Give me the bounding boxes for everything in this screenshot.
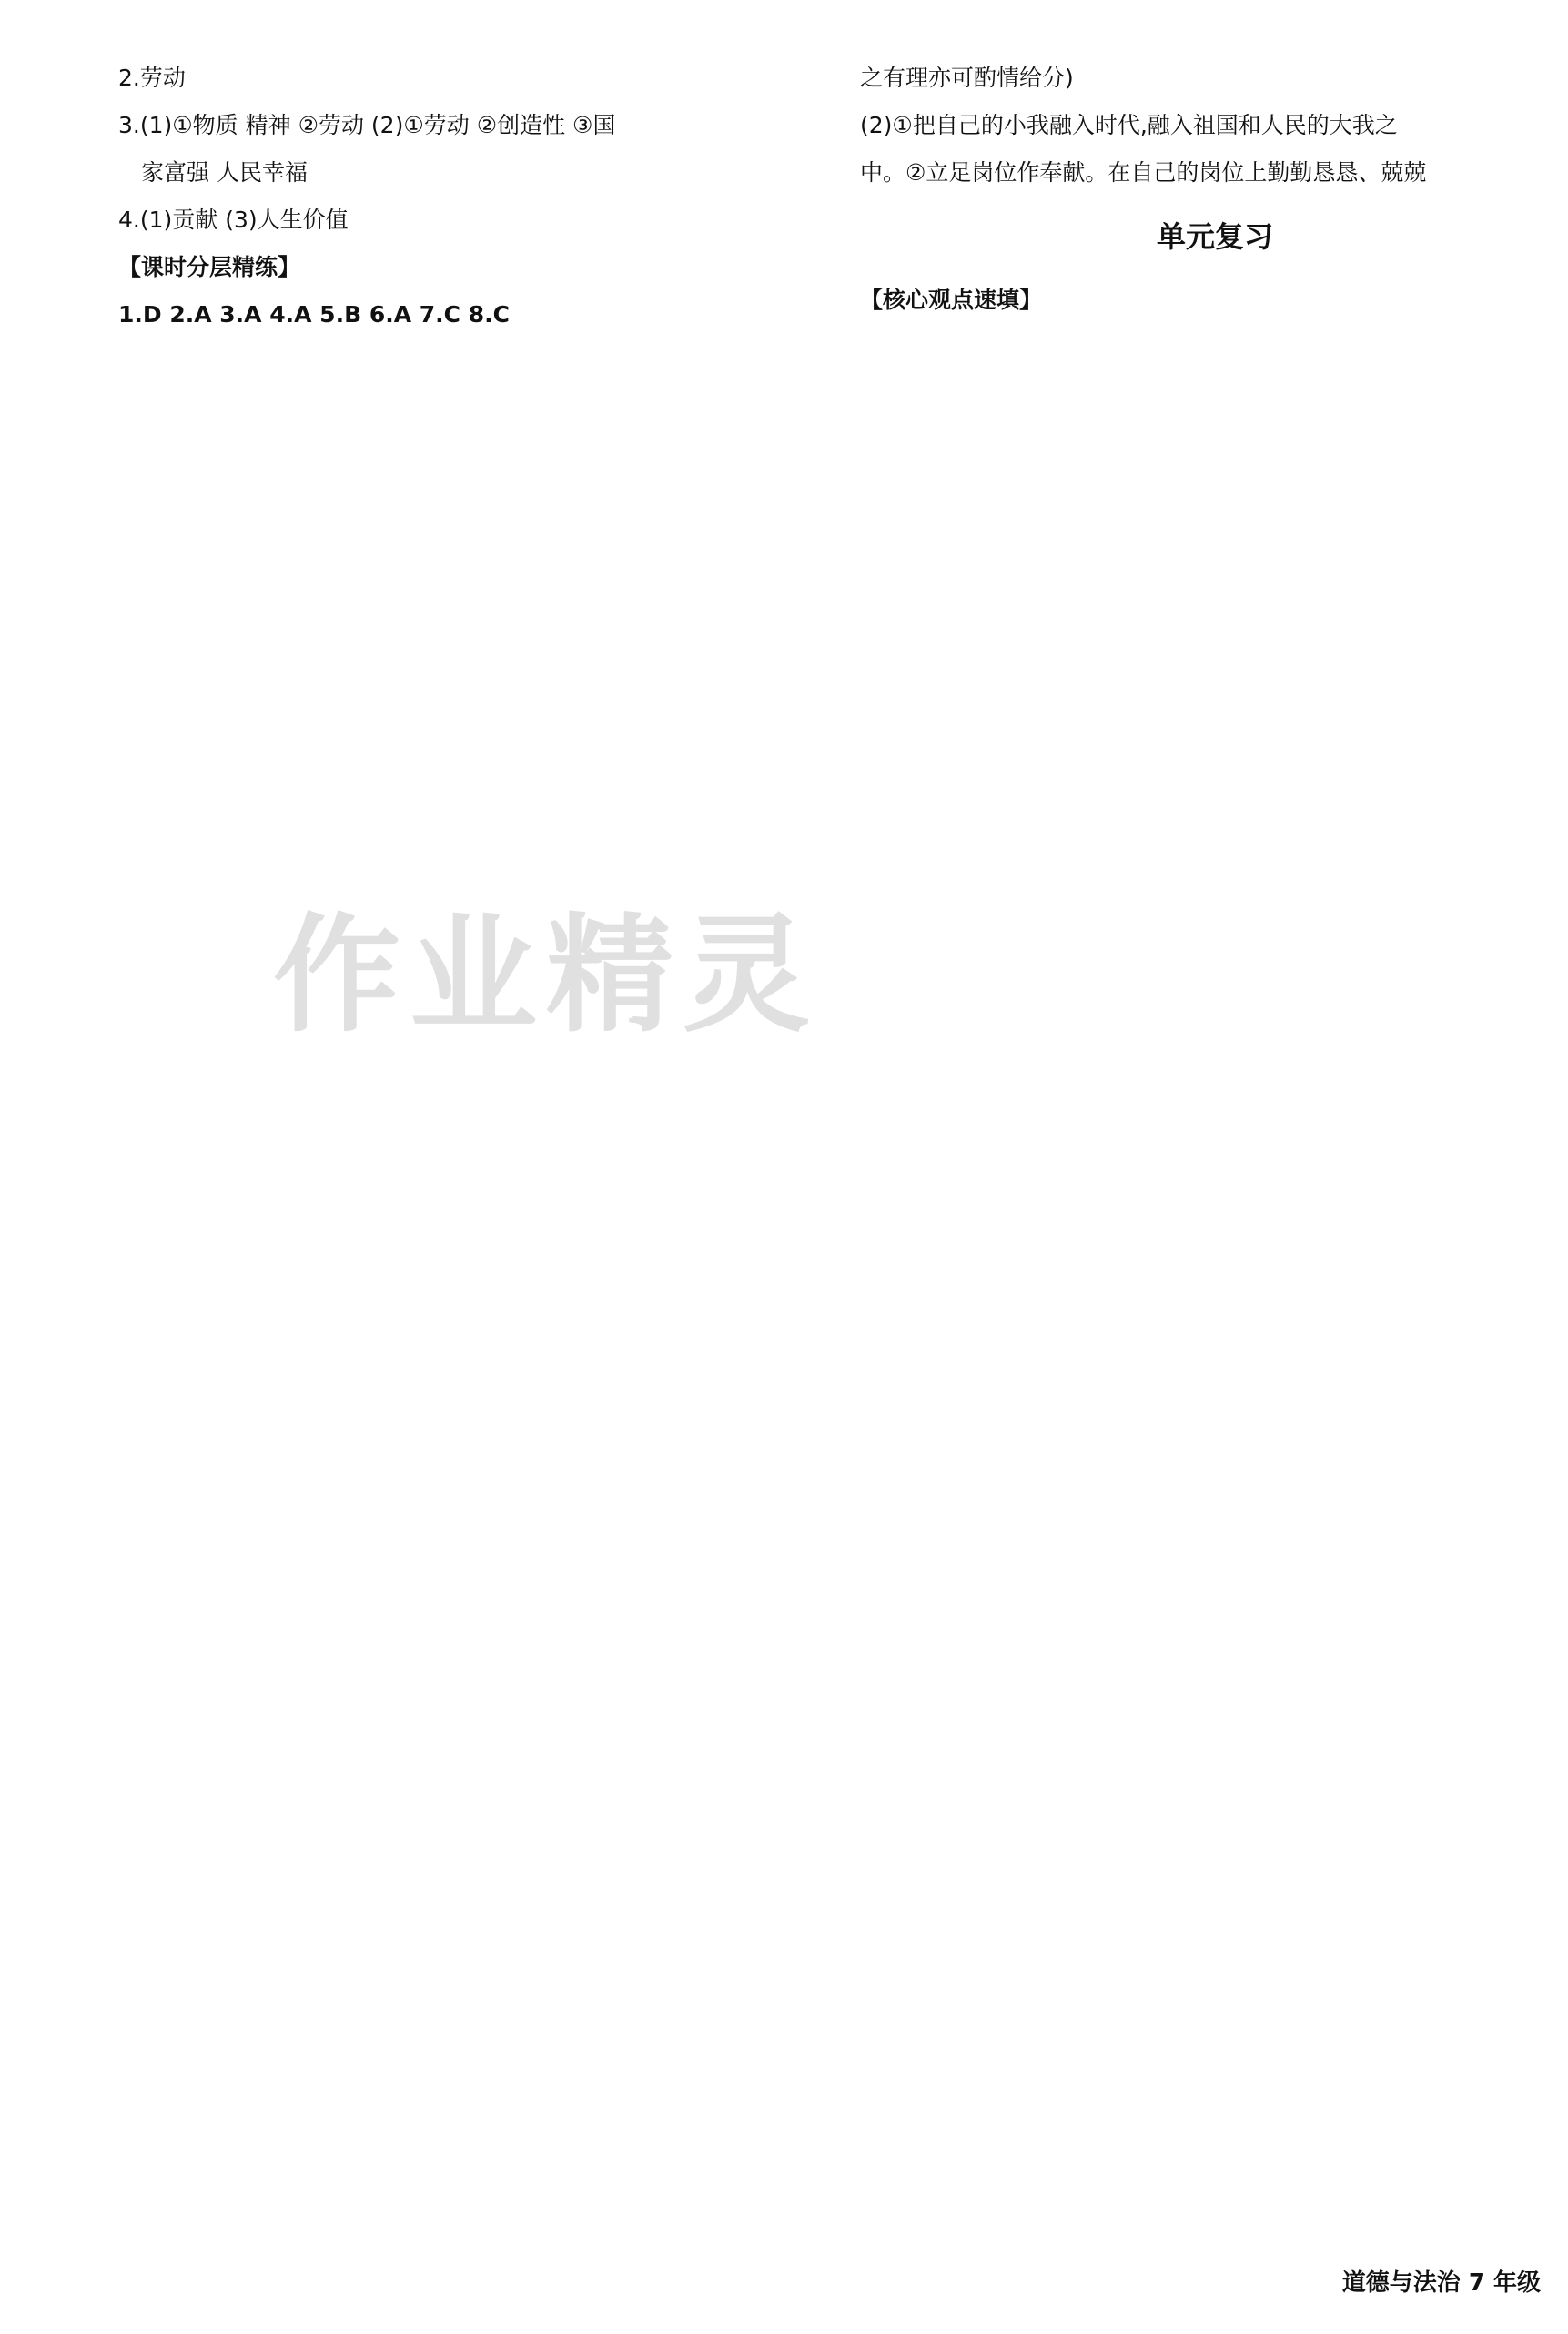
answer-line: 4.(1)贡献 (3)人生价值 [118,207,349,233]
section-title: 单元复习 [1156,219,1273,254]
answer-line: 3.(1)①物质 精神 ②劳动 (2)①劳动 ②创造性 ③国 [118,112,616,138]
section-header: 【核心观点速填】 [860,287,1043,313]
answer-line: 之有理亦可酌情给分) [860,65,1074,91]
page-footer: 道德与法治 7 年级 [1341,2269,1541,2297]
multiple-choice-answers: 1.D 2.A 3.A 4.A 5.B 6.A 7.C 8.C [118,301,510,328]
answer-line: (2)①把自己的小我融入时代,融入祖国和人民的大我之 [860,112,1398,138]
left-column [118,55,828,338]
answer-line: 中。②立足岗位作奉献。在自己的岗位上勤勤恳恳、兢兢 [860,159,1427,186]
right-column [860,55,1568,324]
watermark: 作业精灵 [273,902,820,1050]
answer-line: 2.劳动 [118,65,186,91]
section-header: 【课时分层精练】 [118,254,301,280]
answer-line: 家富强 人民幸福 [141,159,308,186]
